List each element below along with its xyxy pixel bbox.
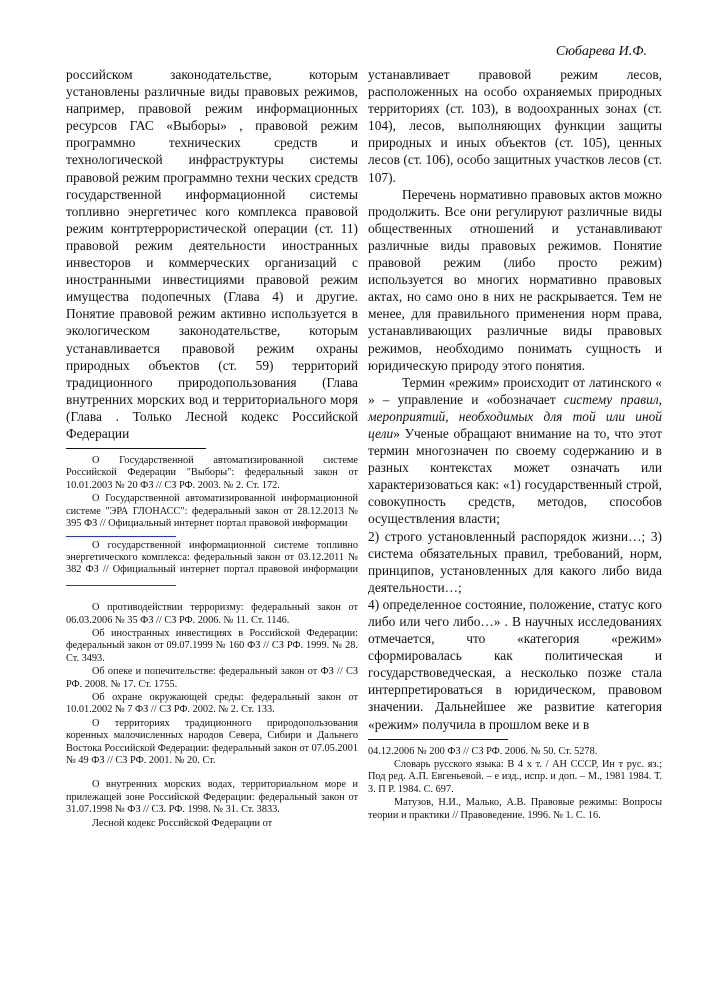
footnote: О территориях традиционного природопользования коренных малочисленных народов Севера, Сибири и Дальнего Востока Российской Федерации: федеральный закон от 07.05.2001 № 49 ФЗ // СЗ РФ. 2001. № 20. Ст. xyxy=(66,717,358,766)
footnote: О государственной информационной системе топливно энергетического комплекса: федеральный закон от 03.12.2011 № 382 ФЗ // Официальный интернет портал правовой информации xyxy=(66,540,358,591)
right-paragraph-3: Термин «режим» происходит от латинского « » – управление и «обозначает систему правил, мероприятий, необходимых для той или иной цели» Ученые обращают внимание на то, что этот термин многозначен по своему содержанию и в разных контекстах может означать или характеризоваться как: «1) государственный строй, совокупность средств, методов, способов осуществления власти; xyxy=(368,374,663,527)
footnote: Матузов, Н.И., Малько, А.В. Правовые режимы: Вопросы теории и практики // Правоведение. 1996. № 1. С. 16. xyxy=(368,797,662,821)
footnote-separator xyxy=(66,448,206,449)
running-header-author: Сюбарева И.Ф. xyxy=(555,44,647,59)
footnote: Об охране окружающей среды: федеральный закон от 10.01.2002 № 7 ФЗ // СЗ РФ. 2002. № 2. Ст. 133. xyxy=(66,691,358,716)
footnote: О Государственной автоматизированной информационной системе "ЭРА ГЛОНАСС": федеральный закон от 28.12.2013 № 395 ФЗ // Официальный интернет портал правовой информации xyxy=(66,493,358,530)
right-paragraph-2: Перечень нормативно правовых актов можно продолжить. Все они регулируют различные виды общественных отношений и устанавливают различные виды правовых режимов. Понятие правовой режим (либо просто режим) используется во многих нормативно правовых актах, но само оно в них не раскрывается. Тем не менее, для правильного применения норм права, устанавливающих различные виды правовых режимов, необходимо понимать сущность и юридическую природу этого понятия. xyxy=(368,186,662,373)
right-column xyxy=(368,66,662,823)
right-paragraph-4: 2) строго установленный распорядок жизни…; 3) система обязательных правил, требований, норм, принципов, установленных для какого либо вида деятельности…; xyxy=(368,528,662,595)
footnote: Об опеке и попечительстве: федеральный закон от ФЗ // СЗ РФ. 2008. № 17. Ст. 1755. xyxy=(66,666,358,690)
footnote: О Государственной автоматизированной системе Российской Федерации "Выборы": федеральный закон от 10.01.2003 № 20 ФЗ // СЗ РФ. 2003. № 2. Ст. 172. xyxy=(66,455,358,491)
emphasis-definition: систему правил, мероприятий, необходимых для той или иной цели xyxy=(368,391,663,441)
footnote: Лесной кодекс Российской Федерации от xyxy=(92,817,273,829)
footnote: Словарь русского языка: В 4 х т. / АН СССР, Ин т рус. яз.; Под ред. А.П. Евгеньевой. – е изд., испр. и доп. – М., 1981 1984. Т. 3. П Р. 1984. С. 697. xyxy=(368,759,662,795)
left-body-text: российском законодательстве, которым установлены различные виды правовых режимов, например, правовой режим информационных ресурсов ГАС «Выборы» , правовой режим программно технических средств и технологической инфраструктуры системы правовой режим программно техни ческих средств государственной информационной системы топливно энергетичес кого комплекса правовой режим контртеррористической операции (ст. 11) правовой режим деятельности иностранных инвесторов и коммерческих организаций с иностранными инвестициями правовой режим имущества подопечных (Глава 4) и другие. Понятие правовой режим активно используется в экологическом законодательстве, которым устанавливается правовой режим охраны природных объектов (ст. 59) территорий традиционного природопользования (Глава внутренних морских вод и территориального моря (Глава . Только Лесной кодекс Российской Федерации xyxy=(66,67,358,441)
link-underline xyxy=(66,577,176,586)
right-paragraph-1: устанавливает правовой режим лесов, расположенных на особо охраняемых природных территориях (ст. 103), в водоохранных зонах (ст. 104), лесов, выполняющих функции защиты природных и иных объектов (ст. 105), ценных лесов (ст. 106), особо защитных участков лесов (ст. 107). xyxy=(368,67,662,185)
footnote-separator xyxy=(368,739,508,740)
footnote: 04.12.2006 № 200 ФЗ // СЗ РФ. 2006. № 50. Ст. 5278. xyxy=(368,745,598,757)
footnote: Об иностранных инвестициях в Российской Федерации: федеральный закон от 09.07.1999 № 160 ФЗ // СЗ РФ. 1999. № 28. Ст. 3493. xyxy=(66,627,358,664)
left-column xyxy=(66,66,358,831)
link-underline xyxy=(66,536,176,537)
footnote: О внутренних морских водах, территориальном море и прилежащей зоне Российской Федерации: федеральный закон от 31.07.1998 № ФЗ // СЗ. РФ. 1998. № 31. Ст. 3833. xyxy=(66,779,358,816)
right-paragraph-5: 4) определенное состояние, положение, статус кого либо или чего либо…» . В научных исследованиях отмечается, что «категория «режим» сформировалась как политическая и государствоведческая, а несколько позже стала интерпретироваться в юридическом, правовом значении. Дальнейшее же развитие категория «режим» получила в прошлом веке и в xyxy=(368,596,662,732)
footnote: О противодействии терроризму: федеральный закон от 06.03.2006 № 35 ФЗ // СЗ РФ. 2006. № 11. Ст. 1146. xyxy=(66,602,358,626)
